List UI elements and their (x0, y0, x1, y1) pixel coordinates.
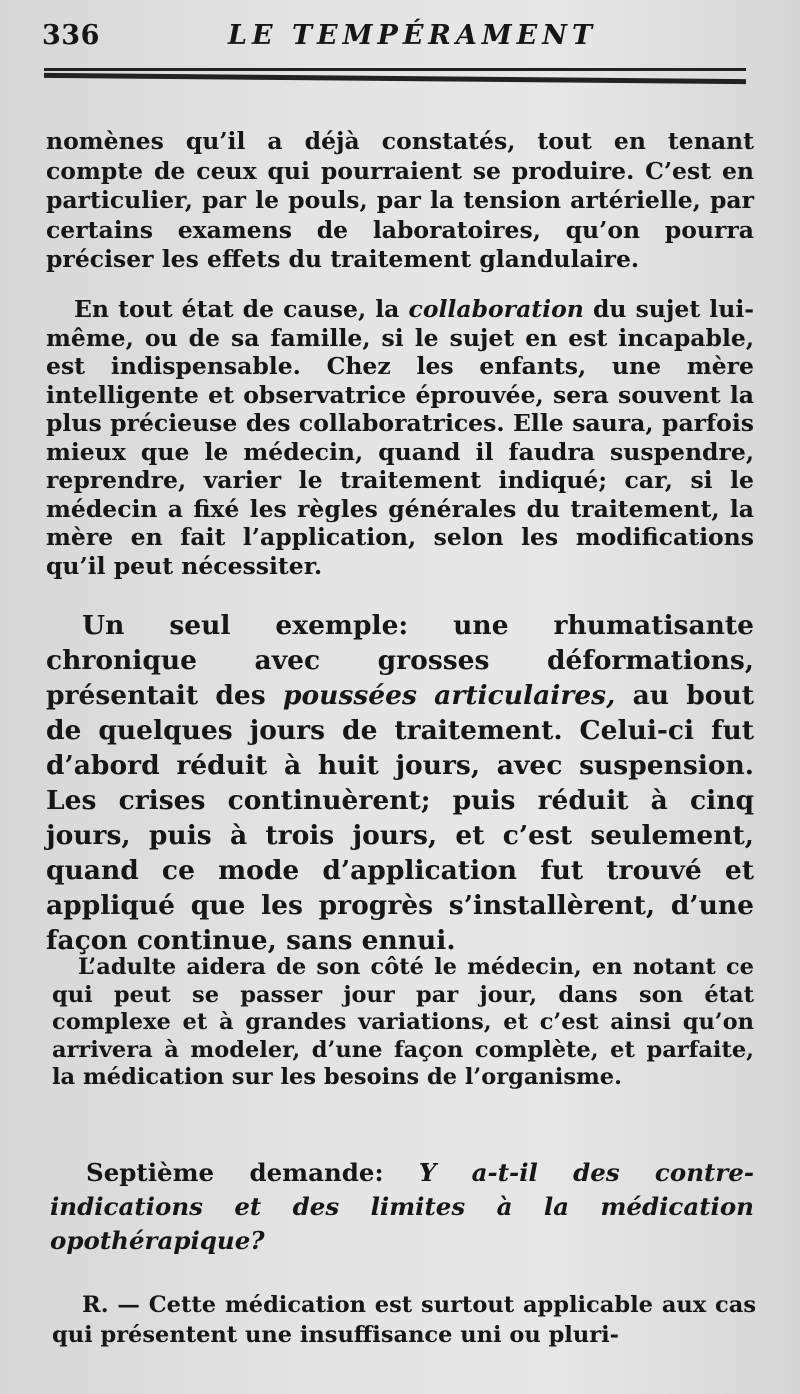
answer-text: Cette médication est surtout applicable aux cas qui présentent une insuffisance uni ou pluri- (52, 1292, 756, 1348)
header-rule-thin (44, 68, 746, 71)
emphasis-poussees: poussées articulaires, (282, 680, 616, 711)
question-seventh (50, 1156, 754, 1258)
paragraph-collaboration-rest: du sujet lui-même, ou de sa famille, si le sujet en est incapable, est indispensable. Chez les enfants, une mère intelligente et observatrice éprouvée, sera souvent la plus précieuse des collaboratrices. Elle saura, parfois mieux que le médecin, quand il faudra suspendre, reprendre, varier le traitement indiqué; car, si le médecin a fixé les règles générales du traitement, la mère en fait l’application, selon les modifications qu’il peut nécessiter. (46, 295, 754, 580)
question-label: Septième demande: (86, 1158, 419, 1187)
paragraph-adult: L’adulte aidera de son côté le médecin, en notant ce qui peut se passer jour par jour, dans son état complexe et à grandes variations, et c’est ainsi qu’on arrivera à modeler, d’une façon complète, et parfaite, la médication sur les besoins de l’organisme. (52, 954, 754, 1090)
answer-paragraph (52, 1290, 756, 1350)
emphasis-collaboration: collaboration (408, 295, 584, 323)
running-title: LE TEMPÉRAMENT (228, 20, 598, 51)
page-header (42, 18, 742, 58)
page-number: 336 (42, 20, 100, 51)
paragraph-collaboration (46, 295, 754, 580)
paragraph-collaboration-start: En tout état de cause, la (74, 295, 409, 323)
header-rule-thick (44, 73, 746, 84)
question-text: Y a-t-il des contre-indications et des limites à la médication opothérapique? (50, 1158, 754, 1255)
paragraph-example-start: Un seul exemple: une rhumatisante chronique avec grosses déformations, présentait des (46, 610, 754, 711)
answer-label: R. — (82, 1292, 149, 1318)
paragraph-example (46, 608, 754, 958)
paragraph-example-rest: au bout de quelques jours de traitement. Celui-ci fut d’abord réduit à huit jours, avec suspension. Les crises continuèrent; puis réduit à cinq jours, puis à trois jours, et c’est seulement, quand ce mode d’application fut trouvé et appliqué que les progrès s’installèrent, d’une façon continue, sans ennui. (46, 680, 754, 956)
paragraph-continued: nomènes qu’il a déjà constatés, tout en tenant compte de ceux qui pourraient se produire. C’est en particulier, par le pouls, par la tension artérielle, par certains examens de laboratoires, qu’on pourra préciser les effets du traitement glandulaire. (46, 127, 754, 273)
